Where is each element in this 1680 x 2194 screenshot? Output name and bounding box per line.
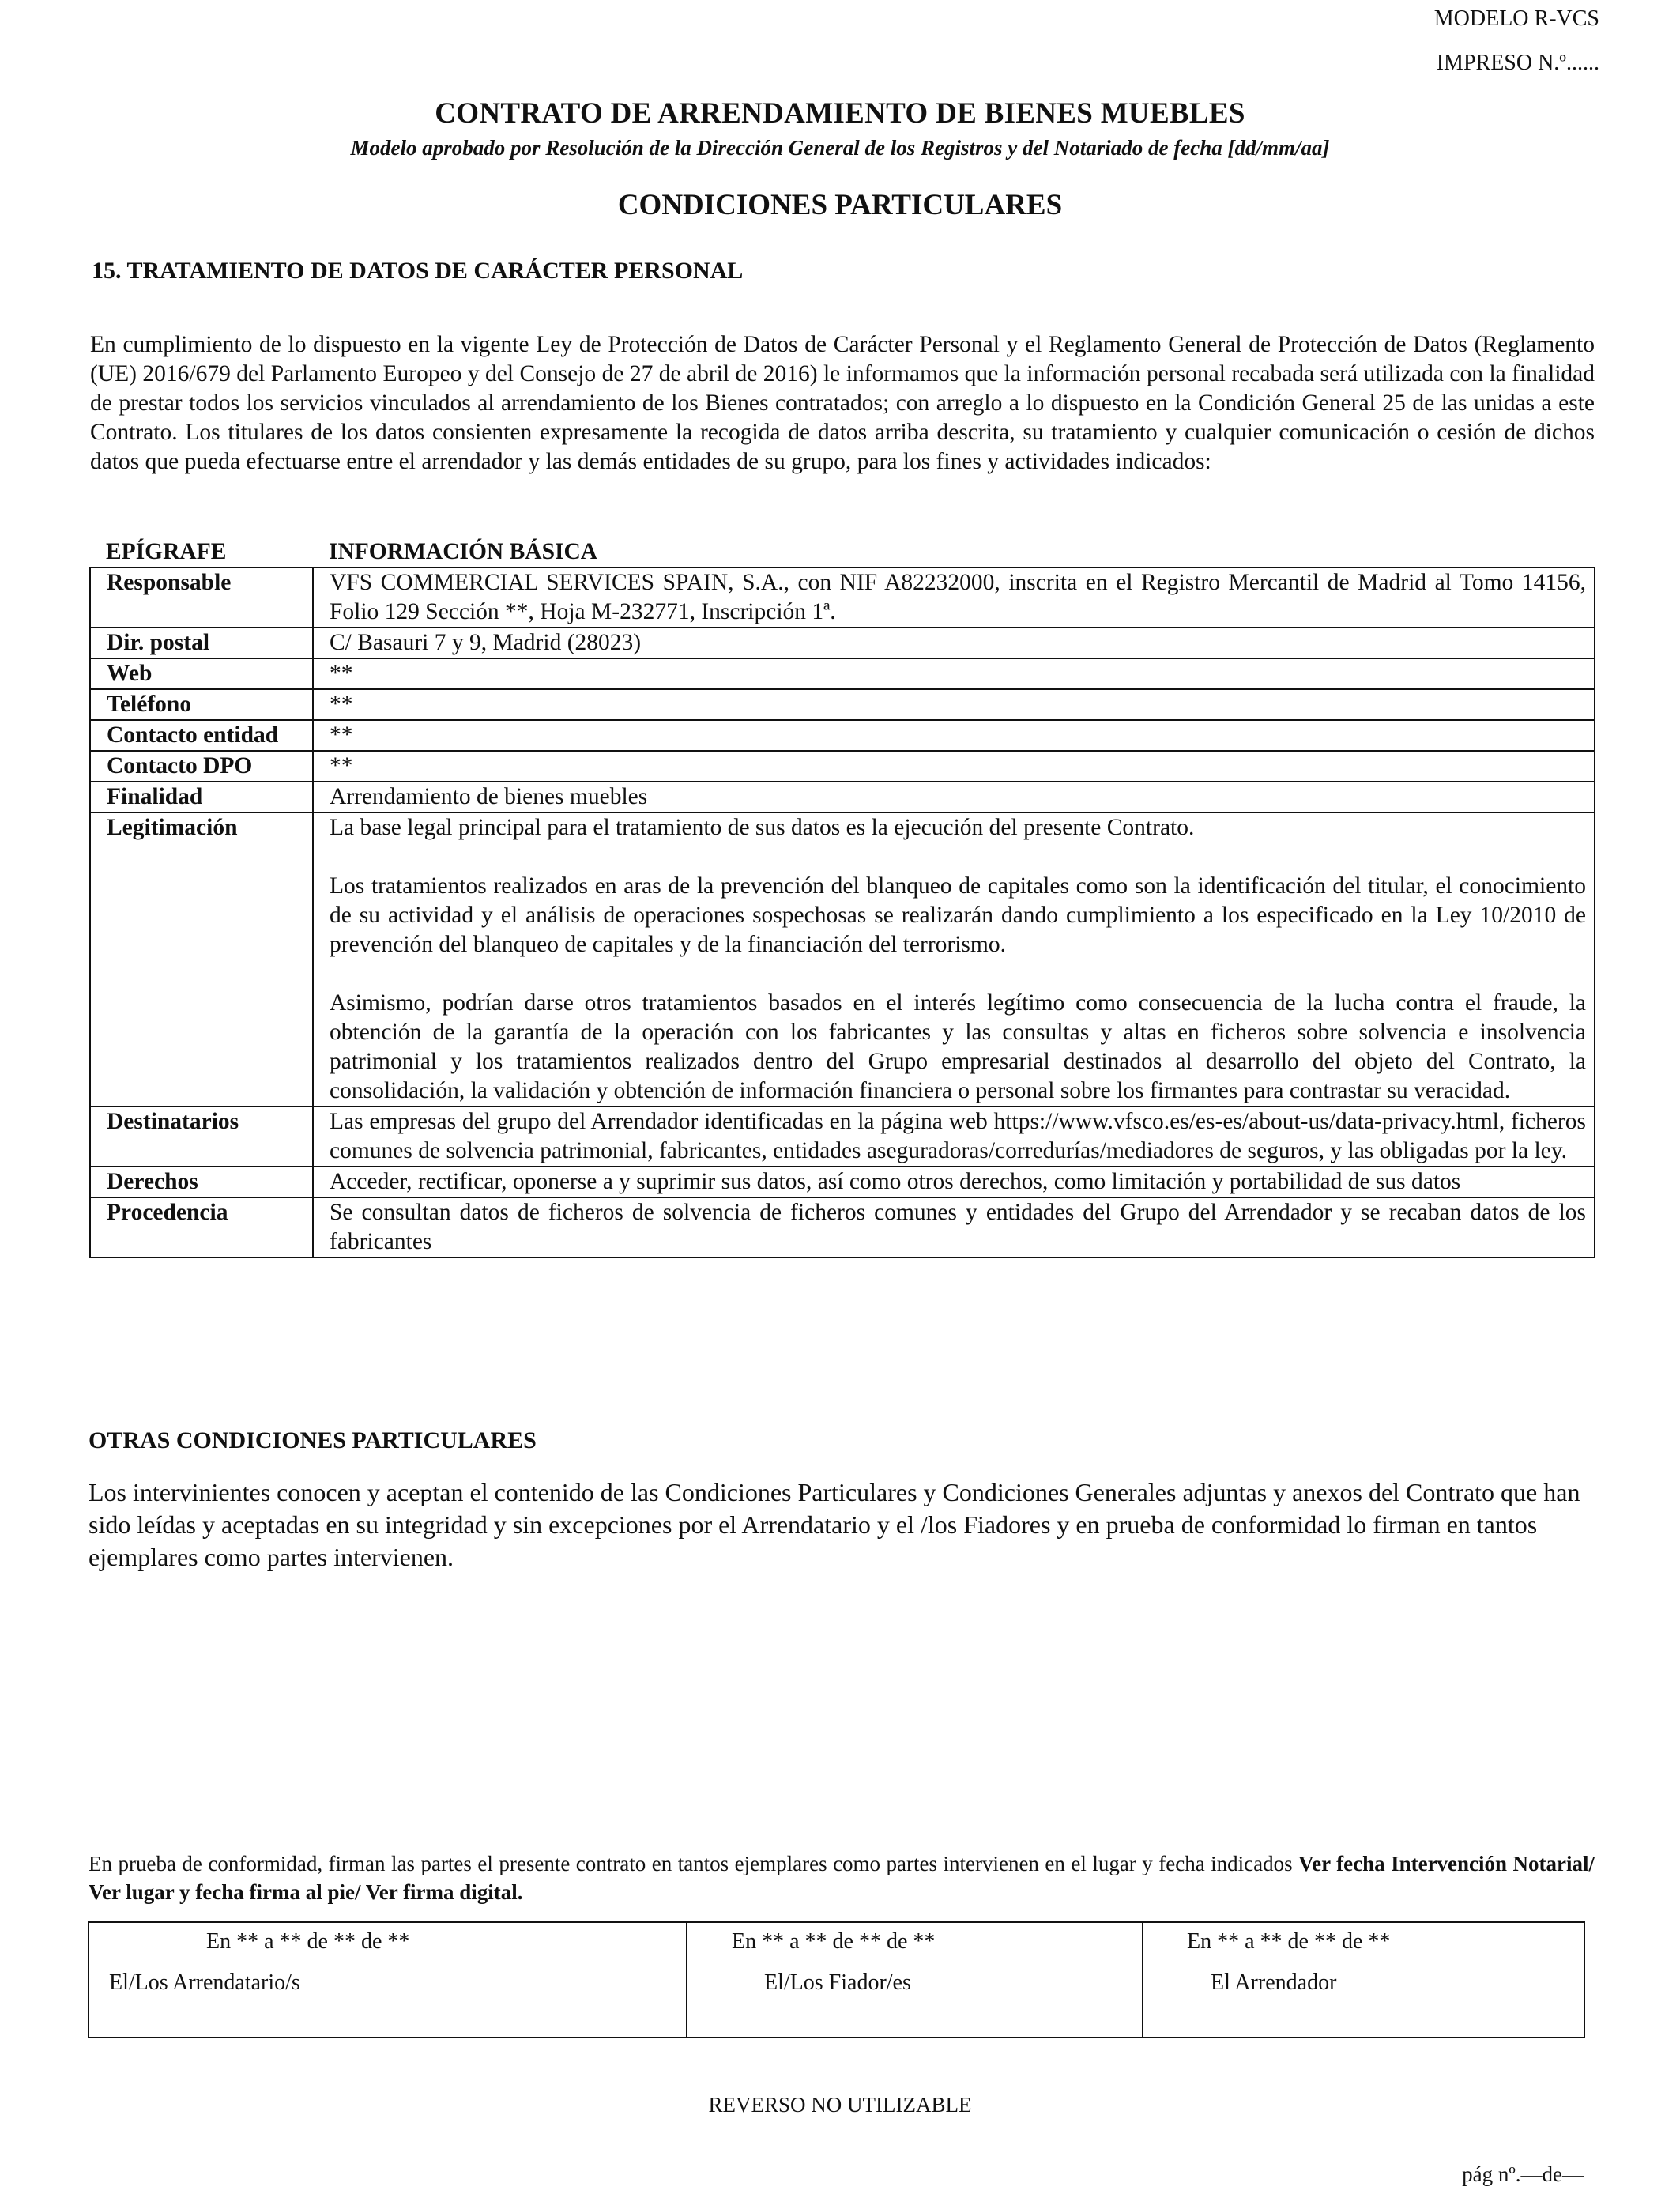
otras-condiciones-text: Los intervinientes conocen y aceptan el contenido de las Condiciones Particulares y Condiciones Generales adjuntas y anexos del Contrato que han sido leídas y aceptadas en su integridad y sin excepciones por el Arrendatario y el /los Fiadores y en prueba de conformidad lo firman en tantos ejemplares como partes intervienen. [89, 1478, 1580, 1571]
section-15-heading: 15. TRATAMIENTO DE DATOS DE CARÁCTER PERSONAL [92, 258, 744, 284]
row-value-legitimacion [313, 812, 1595, 1106]
signature-role-fiador: El/Los Fiador/es [764, 1970, 911, 1995]
signature-date: En ** a ** de ** de ** [206, 1929, 410, 1954]
section-title: CONDICIONES PARTICULARES [617, 189, 1063, 221]
data-protection-table [89, 537, 1595, 1258]
row-label-dir-postal: Dir. postal [90, 628, 313, 658]
row-value-contacto-dpo: ** [313, 751, 1595, 782]
signature-date: En ** a ** de ** de ** [1187, 1929, 1391, 1954]
table-row [90, 720, 1595, 751]
header-epigrafe: EPÍGRAFE [106, 539, 227, 564]
row-value-web: ** [313, 658, 1595, 689]
row-value-contacto-entidad: ** [313, 720, 1595, 751]
page-number: pág nº.—de— [1462, 2162, 1584, 2186]
signature-cell-fiador [687, 1922, 1143, 2038]
row-label-procedencia: Procedencia [90, 1197, 313, 1257]
row-label-responsable: Responsable [90, 567, 313, 628]
row-value-finalidad: Arrendamiento de bienes muebles [313, 782, 1595, 812]
table-row [90, 658, 1595, 689]
table-header-row [90, 537, 1595, 567]
signature-intro-bold: Ver fecha Intervención Notarial/ Ver lugar y fecha firma al pie/ Ver firma digital. [89, 1852, 1595, 1904]
document-title: CONTRATO DE ARRENDAMIENTO DE BIENES MUEBLES [435, 97, 1245, 130]
signature-cell-arrendatario [89, 1922, 687, 2038]
signature-cell-arrendador [1143, 1922, 1584, 2038]
row-label-contacto-dpo: Contacto DPO [90, 751, 313, 782]
reverso-note: REVERSO NO UTILIZABLE [708, 2093, 972, 2117]
signature-table [88, 1921, 1585, 2038]
table-row [90, 812, 1595, 1106]
row-label-finalidad: Finalidad [90, 782, 313, 812]
otras-condiciones-heading: OTRAS CONDICIONES PARTICULARES [89, 1427, 537, 1453]
table-row [90, 782, 1595, 812]
row-label-web: Web [90, 658, 313, 689]
legitimacion-paragraph: La base legal principal para el tratamiento de sus datos es la ejecución del presente Contrato. [330, 815, 1195, 840]
signature-intro [89, 1849, 1595, 1906]
signature-intro-text: En prueba de conformidad, firman las partes el presente contrato en tantos ejemplares como partes intervienen en el lugar y fecha indicados [89, 1852, 1299, 1875]
modelo-code: MODELO R-VCS [1433, 6, 1599, 31]
table-row [90, 751, 1595, 782]
table-row [90, 1106, 1595, 1167]
signature-role-arrendatario: El/Los Arrendatario/s [109, 1970, 300, 1995]
row-value-telefono: ** [313, 689, 1595, 720]
legitimacion-paragraph: Asimismo, podrían darse otros tratamientos basados en el interés legítimo como consecuencia de la lucha contra el fraude, la obtención de la garantía de la operación con los fabricantes y las consultas y altas en ficheros sobre solvencia e insolvencia patrimonial y los tratamientos realizados dentro del Grupo empresarial destinados al desarrollo del objeto del Contrato, la consolidación, la validación y obtención de información financiera o personal sobre los firmantes para contrastar su veracidad. [330, 990, 1586, 1103]
legitimacion-paragraph: Los tratamientos realizados en aras de la prevención del blanqueo de capitales como son la identificación del titular, el conocimiento de su actividad y el análisis de operaciones sospechosas se realizarán dando cumplimiento a los especificado en la Ley 10/2010 de prevención del blanqueo de capitales y de la financiación del terrorismo. [330, 873, 1586, 957]
signature-role-arrendador: El Arrendador [1211, 1970, 1337, 1995]
table-row [90, 567, 1595, 628]
table-row [90, 1197, 1595, 1257]
table-row [90, 689, 1595, 720]
row-value-derechos: Acceder, rectificar, oponerse a y suprimir sus datos, así como otros derechos, como limitación y portabilidad de sus datos [313, 1167, 1595, 1197]
data-protection-intro: En cumplimiento de lo dispuesto en la vigente Ley de Protección de Datos de Carácter Personal y el Reglamento General de Protección de Datos (Reglamento (UE) 2016/679 del Parlamento Europeo y del Consejo de 27 de abril de 2016) le informamos que la información personal recabada será utilizada con la finalidad de prestar todos los servicios vinculados al arrendamiento de los Bienes contratados; con arreglo a lo dispuesto en la Condición General 25 de las unidas a este Contrato. Los titulares de los datos consienten expresamente la recogida de datos arriba descrita, su tratamiento y cualquier comunicación o cesión de dichos datos que pueda efectuarse entre el arrendador y las demás entidades de su grupo, para los fines y actividades indicados: [90, 332, 1595, 474]
row-label-derechos: Derechos [90, 1167, 313, 1197]
row-value-responsable: VFS COMMERCIAL SERVICES SPAIN, S.A., con NIF A82232000, inscrita en el Registro Mercantil de Madrid al Tomo 14156, Folio 129 Sección **, Hoja M-232771, Inscripción 1ª. [313, 567, 1595, 628]
row-value-destinatarios: Las empresas del grupo del Arrendador identificadas en la página web https://www.vfsco.es/es-es/about-us/data-privacy.html, ficheros comunes de solvencia patrimonial, fabricantes, entidades aseguradoras/corredurías/mediadores de seguros, y las obligadas por la ley. [313, 1106, 1595, 1167]
row-value-dir-postal: C/ Basauri 7 y 9, Madrid (28023) [313, 628, 1595, 658]
document-subtitle: Modelo aprobado por Resolución de la Dirección General de los Registros y del Notariado de fecha [dd/mm/aa] [350, 136, 1330, 160]
row-label-contacto-entidad: Contacto entidad [90, 720, 313, 751]
row-label-destinatarios: Destinatarios [90, 1106, 313, 1167]
table-row [90, 1167, 1595, 1197]
impreso-number: IMPRESO N.º...... [1436, 51, 1599, 75]
table-row [90, 628, 1595, 658]
header-informacion-basica: INFORMACIÓN BÁSICA [329, 539, 598, 564]
row-label-telefono: Teléfono [90, 689, 313, 720]
signature-date: En ** a ** de ** de ** [732, 1929, 936, 1954]
row-value-procedencia: Se consultan datos de ficheros de solvencia de ficheros comunes y entidades del Grupo del Arrendador y se recaban datos de los fabricantes [313, 1197, 1595, 1257]
row-label-legitimacion: Legitimación [90, 812, 313, 1106]
